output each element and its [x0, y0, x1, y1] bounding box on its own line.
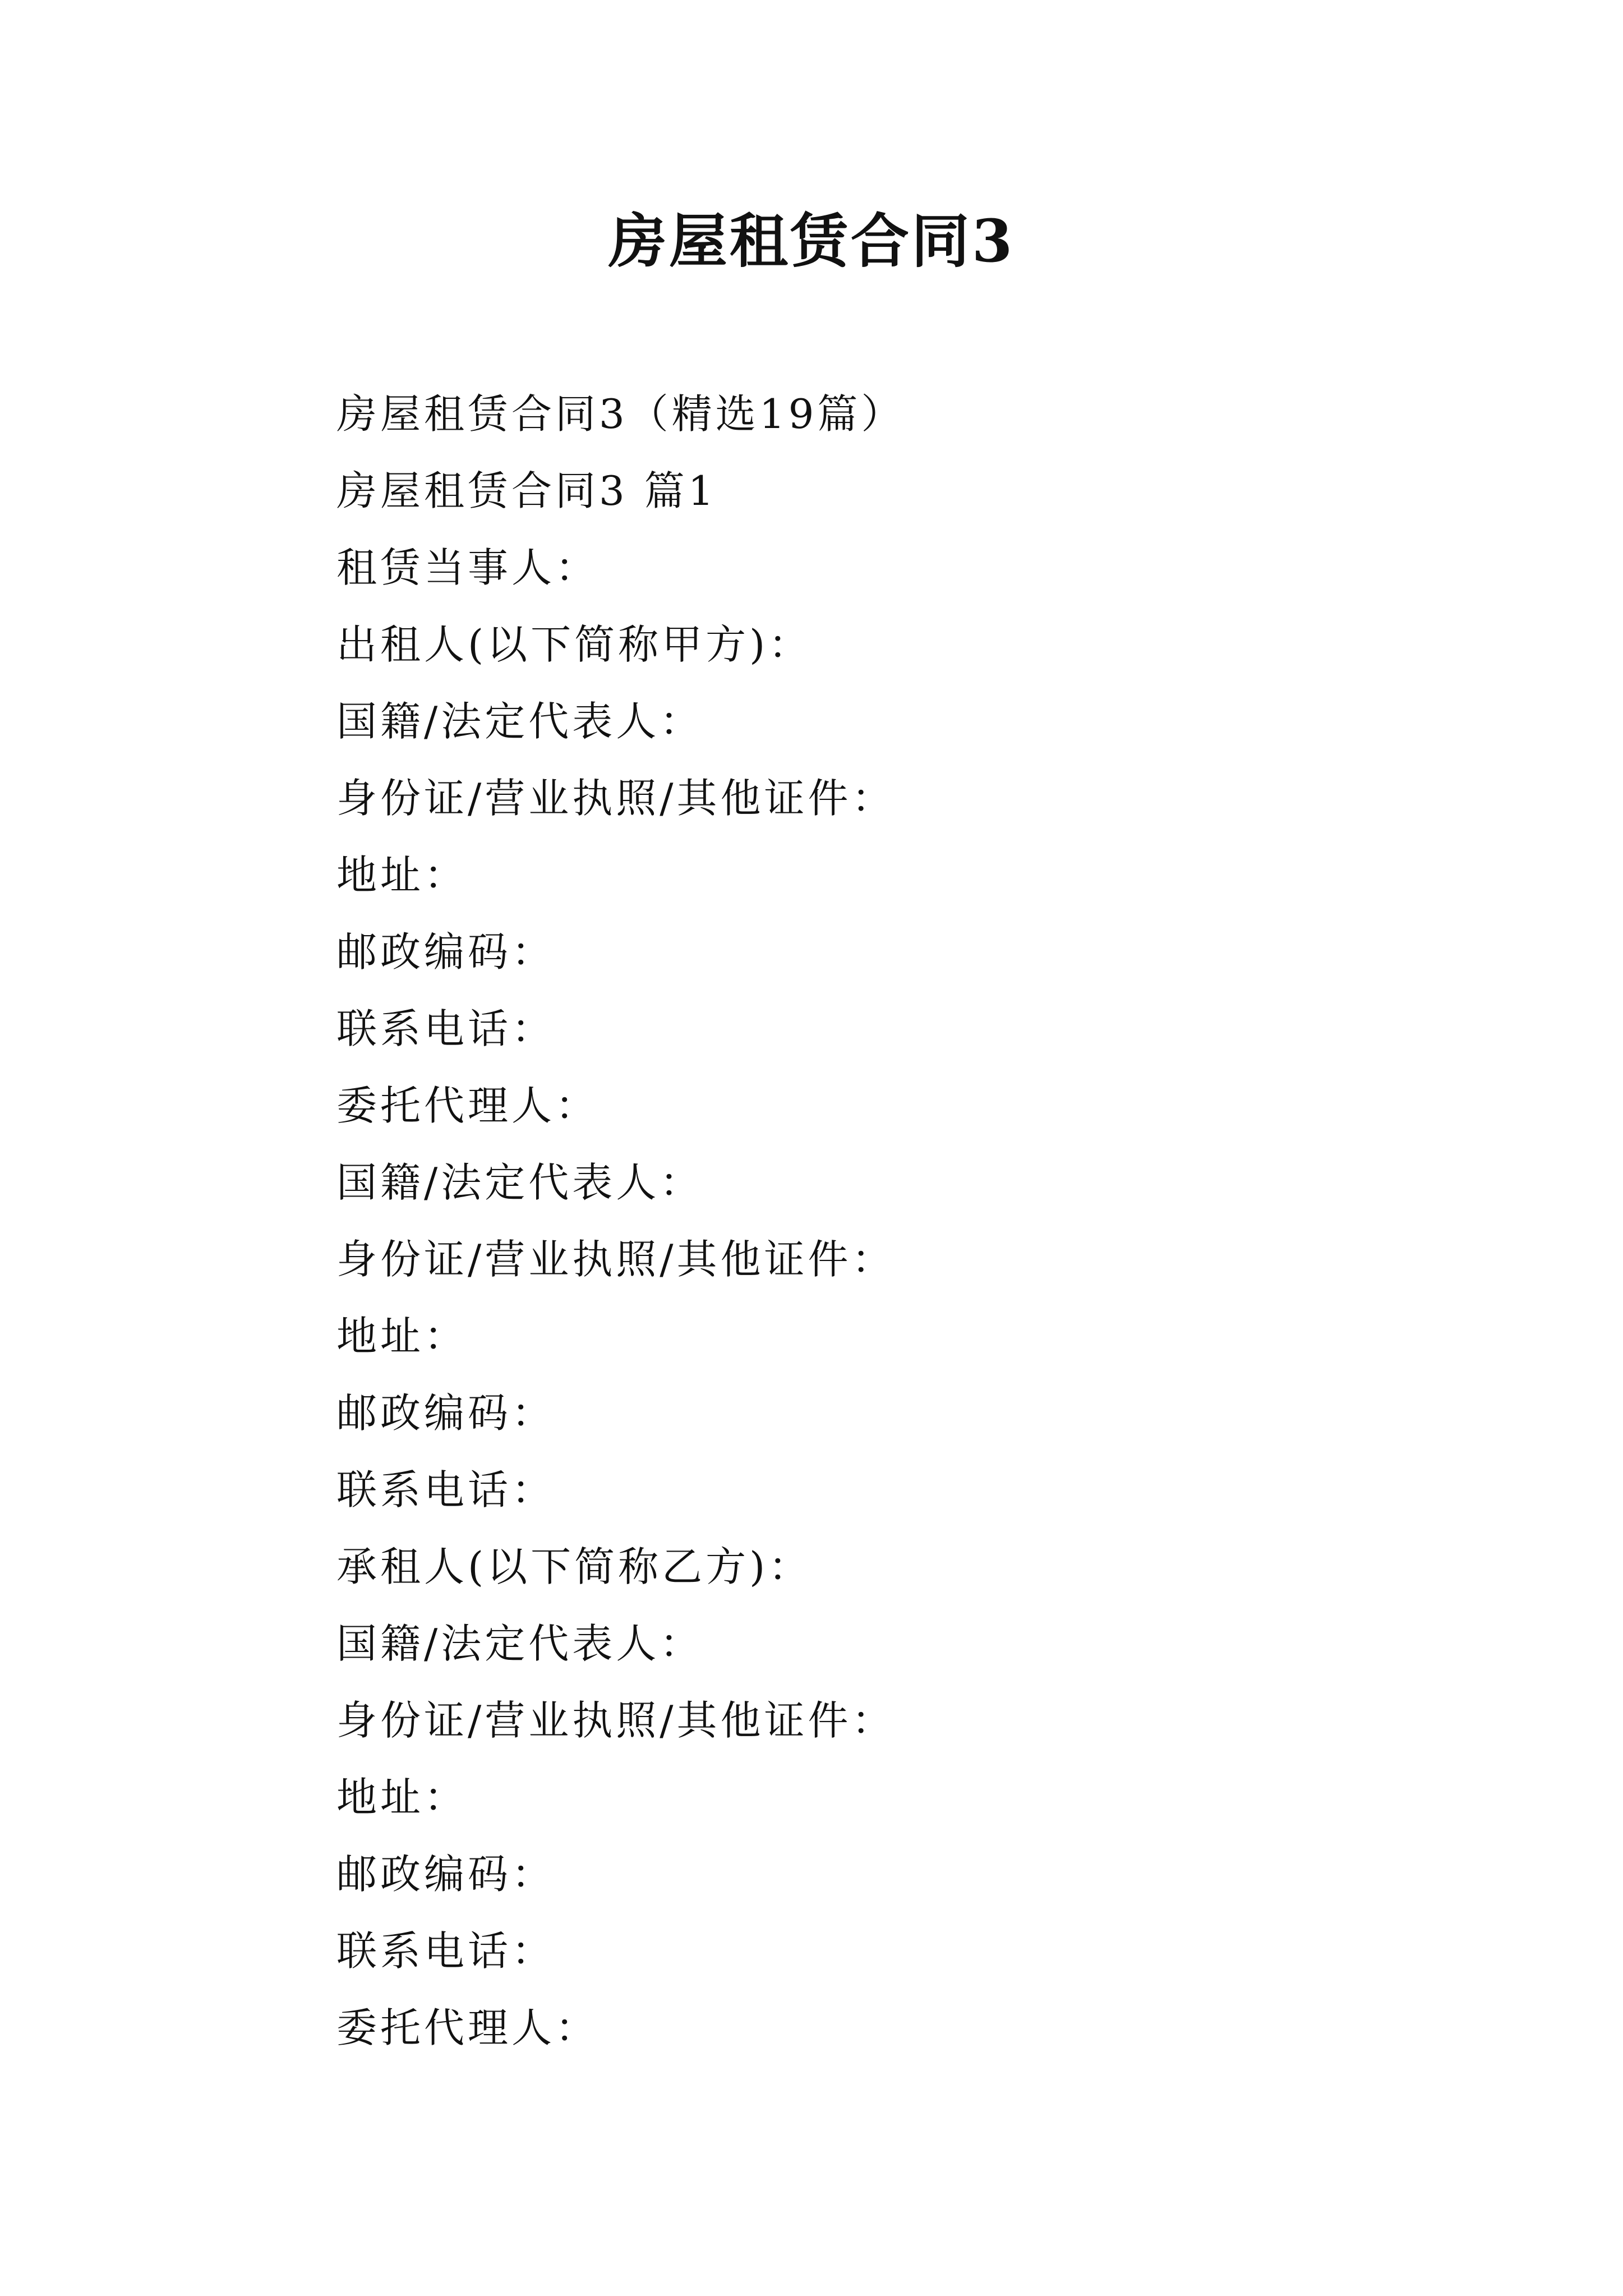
- lessee-phone-field: 联系电话：: [336, 1927, 556, 1975]
- subtitle-line: 房屋租赁合同3（精选19篇）: [336, 390, 905, 438]
- lessor-address-field: 地址：: [336, 852, 468, 899]
- lessor-agent-postcode-field: 邮政编码：: [336, 1389, 556, 1437]
- lessor-heading: 出租人(以下简称甲方)：: [336, 621, 813, 668]
- lessee-heading: 承租人(以下简称乙方)：: [336, 1543, 813, 1590]
- document-body: [336, 376, 1514, 2067]
- lessor-nationality-field: 国籍/法定代表人：: [336, 698, 704, 745]
- lessor-agent-nationality-field: 国籍/法定代表人：: [336, 1159, 704, 1206]
- page-title: 房屋租赁合同3: [608, 206, 1015, 275]
- lessee-nationality-field: 国籍/法定代表人：: [336, 1620, 704, 1667]
- lessor-agent-phone-field: 联系电话：: [336, 1466, 556, 1513]
- lessee-postcode-field: 邮政编码：: [336, 1851, 556, 1898]
- lessee-agent-heading: 委托代理人：: [336, 2004, 600, 2051]
- lessor-postcode-field: 邮政编码：: [336, 928, 556, 976]
- lessee-address-field: 地址：: [336, 1774, 468, 1821]
- lessor-phone-field: 联系电话：: [336, 1005, 556, 1052]
- lessee-id-field: 身份证/营业执照/其他证件：: [336, 1697, 896, 1744]
- parties-heading: 租赁当事人：: [336, 544, 600, 591]
- section-heading: 房屋租赁合同3 篇1: [336, 467, 717, 514]
- lessor-agent-address-field: 地址：: [336, 1313, 468, 1360]
- lessor-agent-id-field: 身份证/营业执照/其他证件：: [336, 1236, 896, 1283]
- lessor-agent-heading: 委托代理人：: [336, 1082, 600, 1129]
- lessor-id-field: 身份证/营业执照/其他证件：: [336, 775, 896, 822]
